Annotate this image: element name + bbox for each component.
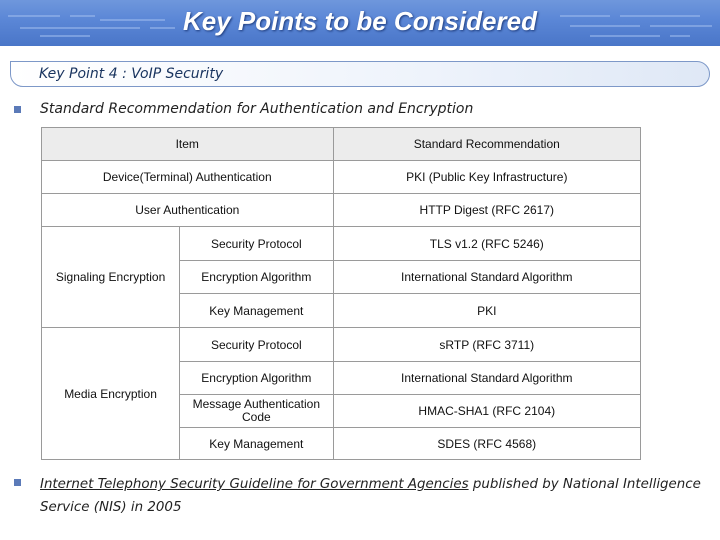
title-banner — [0, 0, 720, 46]
standards-table — [41, 127, 641, 460]
table-row — [42, 328, 641, 362]
table-row — [42, 194, 641, 227]
square-bullet-icon — [14, 479, 21, 486]
group-cell-signaling: Signaling Encryption — [42, 227, 180, 328]
cell-standard: SDES (RFC 4568) — [333, 428, 640, 460]
cell-standard: HTTP Digest (RFC 2617) — [333, 194, 640, 227]
group-cell-media: Media Encryption — [42, 328, 180, 460]
header-item: Item — [42, 128, 334, 161]
header-standard: Standard Recommendation — [333, 128, 640, 161]
table-row — [42, 161, 641, 194]
bullet-text-standards: Standard Recommendation for Authentication and Encryption — [40, 101, 474, 117]
cell-standard: PKI — [333, 294, 640, 328]
table-row — [42, 227, 641, 261]
cell-item: Device(Terminal) Authentication — [42, 161, 334, 194]
cell-standard: International Standard Algorithm — [333, 362, 640, 395]
cell-standard: HMAC-SHA1 (RFC 2104) — [333, 395, 640, 428]
guideline-rest-text: published by National Intelligence Service (NIS) in 2005 — [40, 477, 701, 515]
cell-sub: Key Management — [180, 294, 333, 328]
cell-sub: Security Protocol — [180, 227, 333, 261]
cell-standard: TLS v1.2 (RFC 5246) — [333, 227, 640, 261]
subheading-text: Key Point 4 : VoIP Security — [39, 66, 224, 82]
table-header-row — [42, 128, 641, 161]
guideline-link-text: Internet Telephony Security Guideline for Government Agencies — [40, 477, 469, 492]
cell-item: User Authentication — [42, 194, 334, 227]
cell-sub: Encryption Algorithm — [180, 261, 333, 294]
square-bullet-icon — [14, 106, 21, 113]
cell-sub: Message Authentication Code — [180, 395, 333, 428]
cell-sub: Key Management — [180, 428, 333, 460]
cell-standard: International Standard Algorithm — [333, 261, 640, 294]
cell-standard: PKI (Public Key Infrastructure) — [333, 161, 640, 194]
cell-sub: Encryption Algorithm — [180, 362, 333, 395]
page-title: Key Points to be Considered — [183, 6, 537, 36]
cell-standard: sRTP (RFC 3711) — [333, 328, 640, 362]
bullet-text-guideline — [40, 473, 710, 519]
subheading-bar — [10, 61, 710, 87]
cell-sub: Security Protocol — [180, 328, 333, 362]
